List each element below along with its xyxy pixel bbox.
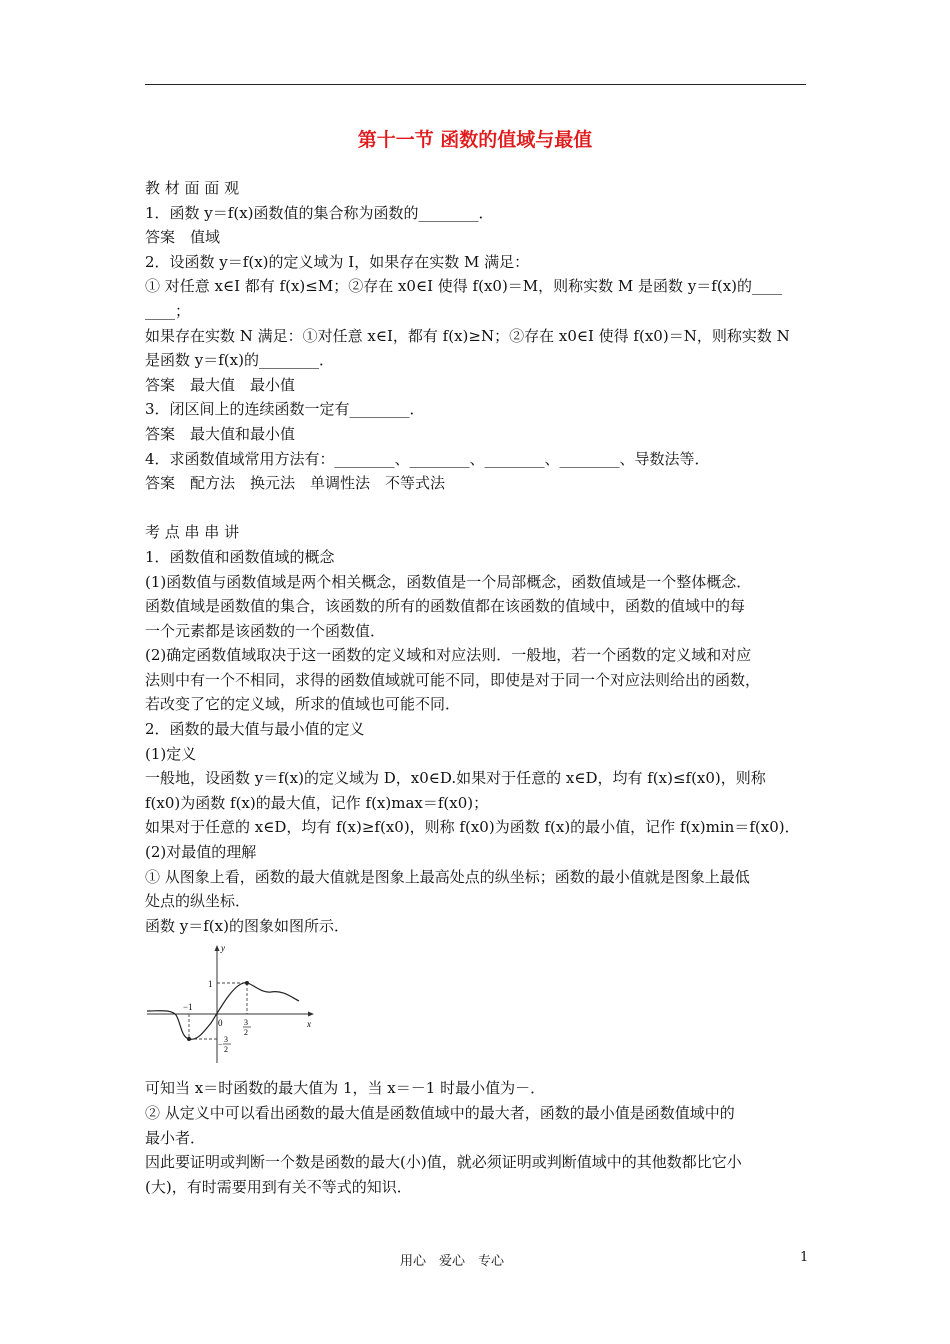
text-line: 若改变了它的定义域，所求的值域也可能不同． <box>145 695 461 714</box>
text-line: ____； <box>145 301 191 320</box>
text-line: (2)对最值的理解 <box>145 843 257 862</box>
y-axis-arrow <box>215 945 220 951</box>
function-curve <box>147 983 299 1040</box>
section-heading: 教 材 面 面 观 <box>145 179 240 197</box>
neg-frac-denominator: 2 <box>224 1045 228 1055</box>
page-number: 1 <box>800 1250 809 1265</box>
header-rule <box>145 84 806 85</box>
max-point <box>245 981 249 985</box>
min-point <box>187 1037 191 1041</box>
text-line: (2)确定函数值域取决于这一函数的定义域和对应法则．一般地，若一个函数的定义域和对应 <box>145 646 752 665</box>
x-axis-arrow <box>308 1012 314 1017</box>
neg-frac-numerator: 3 <box>224 1035 228 1045</box>
text-line: 3．闭区间上的连续函数一定有________． <box>145 400 425 419</box>
text-line: 函数 y＝f(x)的图象如图所示． <box>145 916 349 935</box>
paragraph-gap <box>145 496 810 521</box>
text-line: 1．函数 y＝f(x)函数值的集合称为函数的________． <box>145 203 494 222</box>
text-line: ① 对任意 x∈I 都有 f(x)≤M；②存在 x0∈I 使得 f(x0)＝M，则称实数 M 是函数 y＝f(x)的____ <box>145 277 783 296</box>
text-line: 处点的纵坐标． <box>145 892 251 911</box>
text-line: 2．设函数 y＝f(x)的定义域为 I，如果存在实数 M 满足： <box>145 252 530 271</box>
text-line: 4．求函数值域常用方法有：________、________、________、________、导数法等． <box>145 449 710 468</box>
text-line: 是函数 y＝f(x)的________． <box>145 351 334 370</box>
text-line: 法则中有一个不相同，求得的函数值域就可能不同，即使是对于同一个对应法则给出的函数， <box>145 670 761 689</box>
text-line: 最小者． <box>145 1128 206 1147</box>
footer-slogan: 用心 爱心 专心 <box>400 1254 505 1269</box>
text-line: (大)，有时需要用到有关不等式的知识． <box>145 1177 412 1196</box>
answer-line: 答案 最大值 最小值 <box>145 375 296 394</box>
answer-line: 答案 最大值和最小值 <box>145 424 296 443</box>
text-line: 2．函数的最大值与最小值的定义 <box>145 720 365 739</box>
x-axis-label: x <box>307 1019 311 1030</box>
tick-label-one: 1 <box>208 979 213 990</box>
text-line: 可知当 x＝时函数的最大值为 1，当 x＝－1 时最小值为－． <box>145 1079 546 1098</box>
text-line: ② 从定义中可以看出函数的最大值是函数值域中的最大者，函数的最小值是函数值域中的 <box>145 1104 735 1122</box>
function-graph <box>145 941 320 1069</box>
text-line: (1)函数值与函数值域是两个相关概念，函数值是一个局部概念，函数值域是一个整体概念． <box>145 572 752 591</box>
page-title: 第十一节 函数的值域与最值 <box>357 129 593 151</box>
y-axis-label: y <box>221 943 225 954</box>
tick-label-neg-one: −1 <box>183 1002 193 1013</box>
tick-frac-denominator: 2 <box>244 1028 248 1038</box>
text-line: f(x0)为函数 f(x)的最大值，记作 f(x)max＝f(x0)； <box>145 793 489 812</box>
function-graph-figure <box>145 938 810 1076</box>
answer-line: 答案 配方法 换元法 单调性法 不等式法 <box>145 474 446 493</box>
text-line: 1．函数值和函数值域的概念 <box>145 547 335 566</box>
text-line: (1)定义 <box>145 744 197 763</box>
origin-label: 0 <box>218 1018 223 1029</box>
text-line: 函数值域是函数值的集合，该函数的所有的函数值都在该函数的值域中，函数的值域中的每 <box>145 597 746 616</box>
text-line: 因此要证明或判断一个数是函数的最大(小)值，就必须证明或判断值域中的其他数都比它小 <box>145 1153 742 1172</box>
answer-line: 答案 值域 <box>145 228 221 247</box>
neg-frac-sign: − <box>218 1040 223 1050</box>
document-body <box>145 176 810 1199</box>
text-line: 如果对于任意的 x∈D，均有 f(x)≥f(x0)，则称 f(x0)为函数 f(x)的最小值，记作 f(x)min＝f(x0)． <box>145 818 800 837</box>
text-line: ① 从图象上看，函数的最大值就是图象上最高处点的纵坐标；函数的最小值就是图象上最低 <box>145 867 750 886</box>
section-heading: 考 点 串 串 讲 <box>145 523 240 542</box>
tick-frac-numerator: 3 <box>244 1018 248 1028</box>
text-line: 一般地，设函数 y＝f(x)的定义域为 D，x0∈D.如果对于任意的 x∈D，均有 f(x)≤f(x0)，则称 <box>145 769 766 788</box>
text-line: 一个元素都是该函数的一个函数值． <box>145 621 386 640</box>
text-line: 如果存在实数 N 满足：①对任意 x∈I，都有 f(x)≥N；②存在 x0∈I 使得 f(x0)＝N，则称实数 N <box>145 326 790 345</box>
